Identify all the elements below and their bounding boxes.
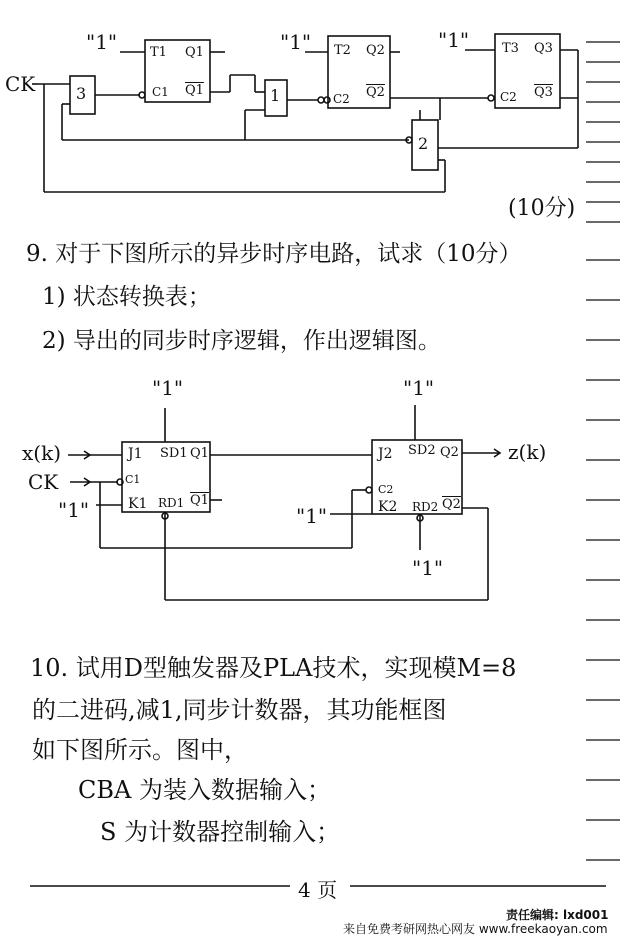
ff2-rd-label: RD2	[412, 500, 439, 514]
q9-line3: 2) 导出的同步时序逻辑，作出逻辑图。	[42, 328, 441, 354]
source-credit: 来自免费考研网热心网友 www.freekaoyan.com	[343, 922, 608, 936]
ff1-q-label: Q1	[190, 446, 209, 461]
q10-line5: S 为计数器控制输入；	[100, 818, 341, 846]
editor-credit: 责任编辑: lxd001	[506, 908, 609, 922]
ck-label: CK	[5, 72, 36, 96]
q9-line2: 1) 状态转换表；	[42, 284, 211, 310]
ff2-t-label: T2	[334, 43, 351, 58]
q10-line4: CBA 为装入数据输入；	[78, 776, 331, 804]
page-number: 4 页	[298, 878, 338, 902]
score-note: (10分)	[508, 196, 576, 221]
ff2-c-label: C2	[378, 483, 394, 496]
ff3-q-label: Q3	[534, 41, 553, 56]
const-one-label: "1"	[152, 376, 184, 400]
input-x-label: x(k)	[22, 441, 62, 465]
ck-label: CK	[28, 470, 59, 494]
const-one-label: "1"	[403, 376, 435, 400]
ff2-sd-label: SD2	[408, 443, 436, 458]
const-one-label: "1"	[280, 30, 312, 54]
ff2-q-label: Q2	[366, 43, 385, 58]
ff3-t-label: T3	[502, 41, 519, 56]
ff1-j-label: J1	[128, 446, 143, 462]
gate-2-label: 2	[418, 134, 429, 153]
gate-1-label: 1	[270, 86, 281, 105]
const-one-label: "1"	[86, 30, 118, 54]
const-one-label: "1"	[58, 498, 90, 522]
output-z-label: z(k)	[508, 440, 547, 464]
ff2-q-label: Q2	[440, 445, 459, 460]
ff3-qbar-label: Q3	[534, 85, 553, 100]
ff3-c-label: C2	[500, 90, 517, 104]
ff1-c-label: C1	[125, 473, 141, 486]
q10-line2: 的二进码,减1,同步计数器，其功能框图	[32, 696, 447, 724]
ff1-sd-label: SD1	[160, 446, 188, 461]
ff1-t-label: T1	[150, 45, 167, 60]
ff2-k-label: K2	[378, 499, 398, 515]
ff2-c-label: C2	[333, 92, 350, 106]
const-one-label: "1"	[412, 556, 444, 580]
q10-line1: 10. 试用D型触发器及PLA技术，实现模M=8	[30, 654, 517, 682]
ff1-k-label: K1	[128, 496, 148, 512]
const-one-label: "1"	[438, 28, 470, 52]
ff1-qbar-label: Q1	[185, 83, 204, 98]
ff2-j-label: J2	[378, 446, 393, 462]
ff1-c-label: C1	[152, 85, 169, 99]
ff2-qbar-label: Q2	[442, 497, 461, 512]
ff2-qbar-label: Q2	[366, 85, 385, 100]
ff1-qbar-label: Q1	[190, 493, 209, 508]
q10-line3: 如下图所示。图中，	[32, 736, 248, 764]
ruled-margin-lines	[586, 42, 620, 860]
ff1-rd-label: RD1	[158, 496, 185, 510]
q9-line1: 9. 对于下图所示的异步时序电路，试求（10分）	[26, 241, 522, 267]
const-one-label: "1"	[296, 504, 328, 528]
gate-3-label: 3	[76, 84, 87, 103]
ff1-q-label: Q1	[185, 45, 204, 60]
